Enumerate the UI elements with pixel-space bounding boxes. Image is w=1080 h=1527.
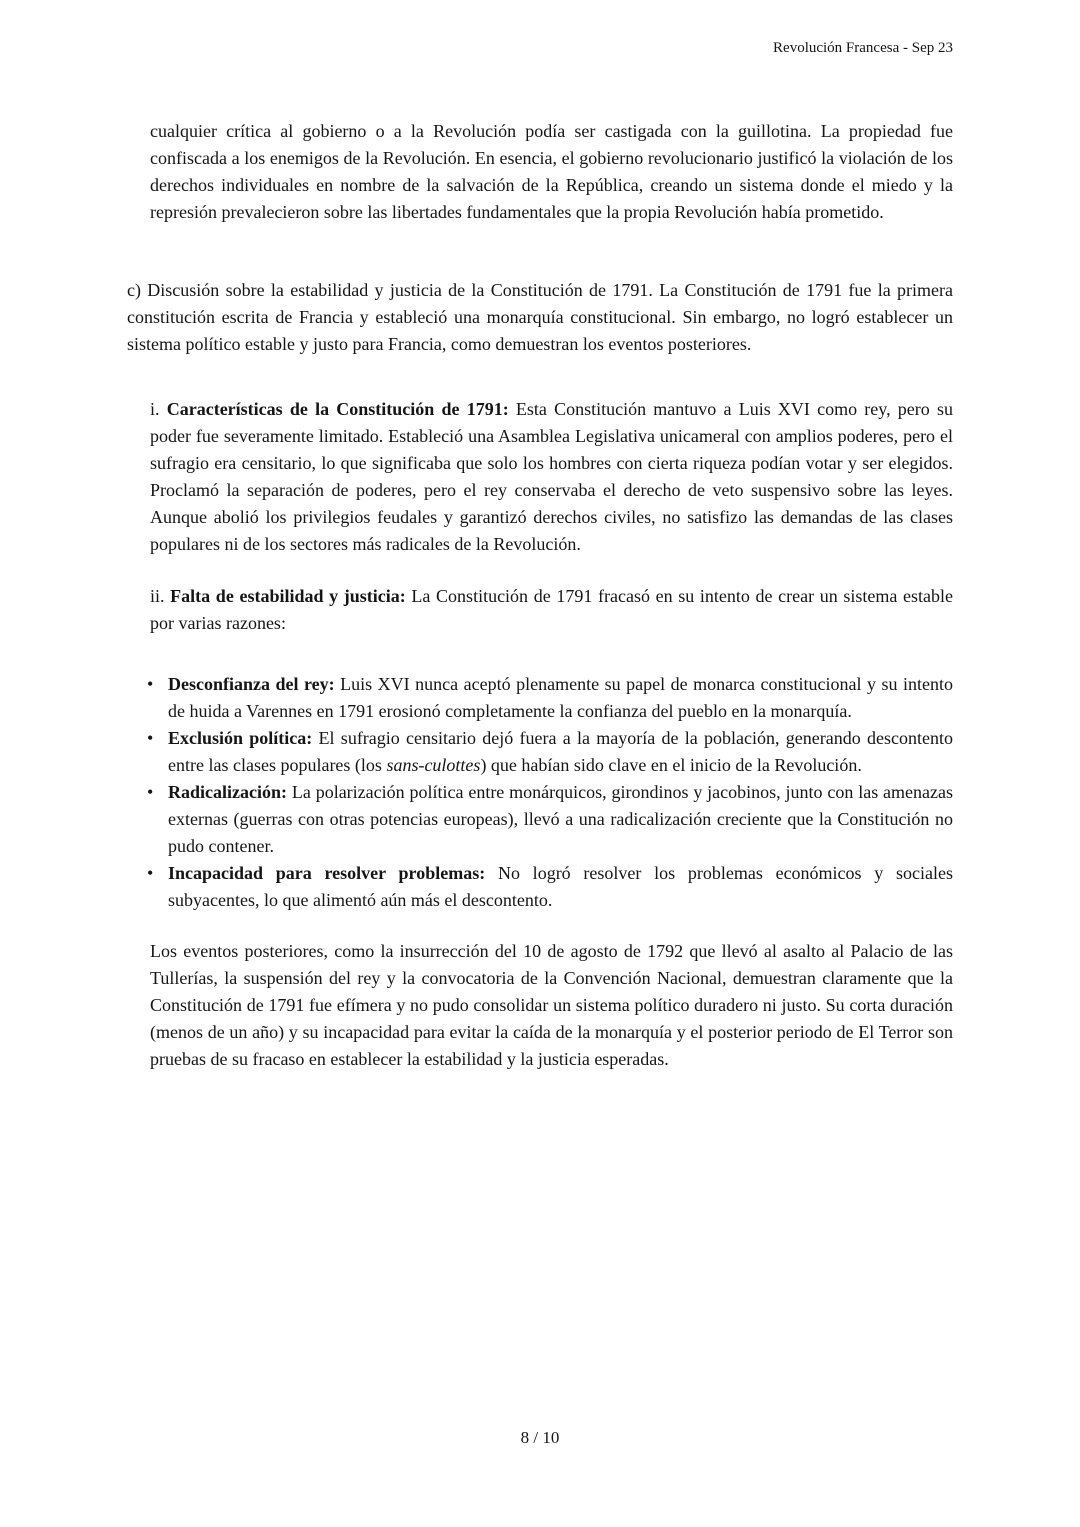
item-ii-text: La Constitución de 1791 fracasó en su intento de crear un sistema estable por varias razones: (150, 586, 954, 633)
header-running-title: Revolución Francesa - Sep 23 (773, 40, 953, 56)
bullet-exclusion-heading: Exclusión política: (168, 728, 313, 748)
paragraph-terror-conclusion: cualquier crítica al gobierno o a la Revolución podía ser castigada con la guillotina. La propiedad fue confiscada a los enemigos de la Revolución. En esencia, el gobierno revolucionario justificó la violación de los derechos individuales en nombre de la salvación de la República, creando un sistema donde el miedo y la represión prevalecieron sobre las libertades fundamentales que la propia Revolución había prometido. (150, 121, 953, 222)
page-header (127, 38, 953, 58)
bullet-item-radicalizacion (147, 779, 953, 860)
bullet-item-incapacidad (147, 860, 953, 914)
bullet-incapacidad-heading: Incapacidad para resolver problemas: (168, 863, 486, 883)
page-footer (0, 1428, 1080, 1448)
bullet-icon: • (147, 674, 154, 694)
item-i-number: i. (150, 399, 160, 419)
paragraph-conclusion: Los eventos posteriores, como la insurrección del 10 de agosto de 1792 que llevó al asalto al Palacio de las Tullerías, la suspensión del rey y la convocatoria de la Convención Nacional, demuestran claramente que la Constitución de 1791 fue efímera y no pudo consolidar un sistema político duradero ni justo. Su corta duración (menos de un año) y su incapacidad para evitar la caída de la monarquía y el posterior periodo de El Terror son pruebas de su fracaso en establecer la estabilidad y la justicia esperadas. (150, 941, 953, 1069)
paragraph-section-c: c) Discusión sobre la estabilidad y justicia de la Constitución de 1791. La Constitución de 1791 fue la primera constitución escrita de Francia y estableció una monarquía constitucional. Sin embargo, no logró establecer un sistema político estable y justo para Francia, como demuestran los eventos posteriores. (127, 280, 953, 354)
bullet-incapacidad-text: No logró resolver los problemas económicos y sociales subyacentes, lo que alimentó aún más el descontento. (168, 863, 953, 910)
bullet-exclusion-text-after: ) que habían sido clave en el inicio de la Revolución. (480, 755, 862, 775)
bullet-desconfianza-heading: Desconfianza del rey: (168, 674, 335, 694)
bullet-exclusion-italic: sans-culottes (386, 755, 481, 775)
bullet-icon: • (147, 782, 154, 802)
bullet-radicalizacion-text: La polarización política entre monárquicos, girondinos y jacobinos, junto con las amenazas externas (guerras con otras potencias europeas), llevó a una radicalización creciente que la Constitución no pudo contener. (168, 782, 953, 856)
bullet-icon: • (147, 728, 154, 748)
paragraph-item-i (150, 396, 953, 558)
item-i-text: Esta Constitución mantuvo a Luis XVI como rey, pero su poder fue severamente limitado. Estableció una Asamblea Legislativa unicameral con amplios poderes, pero el sufragio era censitario, lo que significaba que solo los hombres con cierta riqueza podían votar y ser elegidos. Proclamó la separación de poderes, pero el rey conservaba el derecho de veto suspensivo sobre las leyes. Aunque abolió los privilegios feudales y garantizó derechos civiles, no satisfizo las demandas de las clases populares ni de los sectores más radicales de la Revolución. (150, 399, 953, 554)
bullet-item-desconfianza (147, 671, 953, 725)
bullet-radicalizacion-heading: Radicalización: (168, 782, 287, 802)
bullet-icon: • (147, 863, 154, 883)
item-ii-number: ii. (150, 586, 165, 606)
bullet-exclusion-text: El sufragio censitario dejó fuera a la mayoría de la población, generando descontento entre las clases populares (los (168, 728, 953, 775)
item-ii-heading: Falta de estabilidad y justicia: (170, 586, 406, 606)
bullet-desconfianza-text: Luis XVI nunca aceptó plenamente su papel de monarca constitucional y su intento de huida a Varennes en 1791 erosionó completamente la confianza del pueblo en la monarquía. (168, 674, 954, 721)
page-number: 8 / 10 (520, 1428, 560, 1447)
paragraph-item-ii (150, 583, 953, 637)
item-i-heading: Características de la Constitución de 1791: (166, 399, 509, 419)
reasons-bullet-list (147, 671, 953, 914)
bullet-item-exclusion (147, 725, 953, 779)
